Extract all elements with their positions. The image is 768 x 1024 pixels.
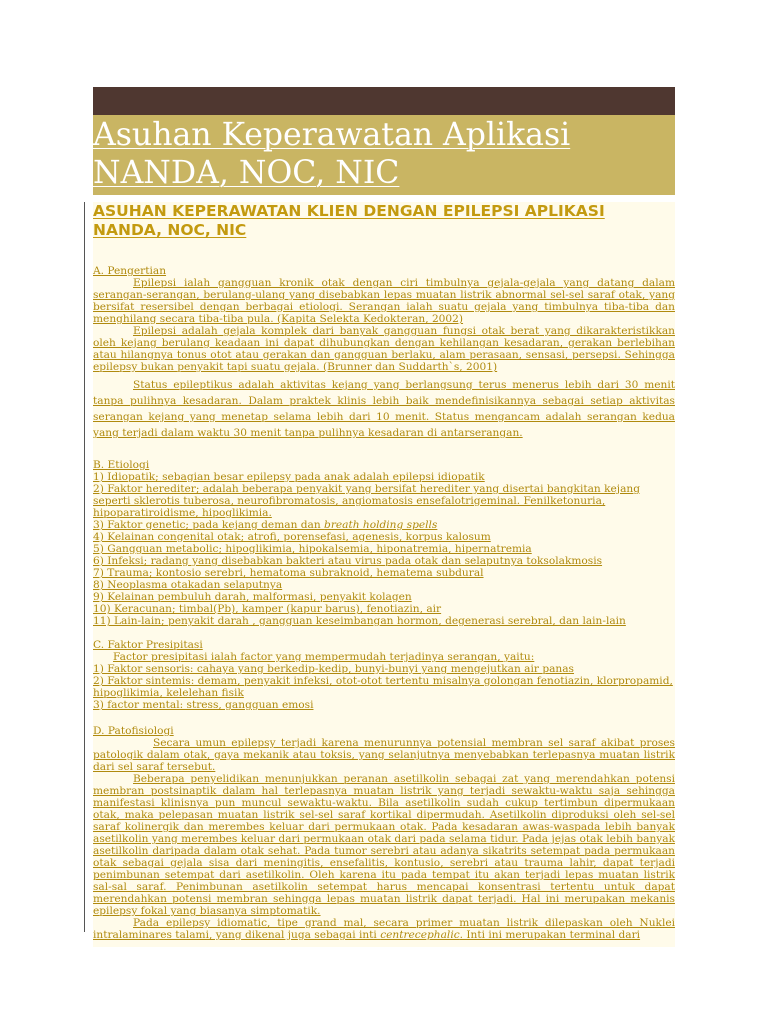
patofisiologi-p3-emphasis: centrecephalic: [380, 929, 460, 941]
etiologi-item[interactable]: 11) Lain-lain; penyakit darah , gangguan keseimbangan hormon, degenerasi serebral, dan lain-lain: [93, 615, 626, 627]
etiologi-item[interactable]: 2) Faktor herediter; adalah beberapa penyakit yang bersifat herediter yang disertai bangkitan kejang seperti sklerotis tuberosa, neurofibromatosis, angiomatosis ensefalotrigeminal. Fenilketonuria, hipoparatiroidisme, hipoglikimia.: [93, 483, 640, 519]
document-page: [93, 87, 675, 947]
section-heading-etiologi[interactable]: B. Etiologi: [93, 459, 150, 471]
pengertian-paragraph-2[interactable]: Epilepsi adalah gejala komplek dari banyak gangguan fungsi otak berat yang dikarakteristikkan oleh kejang berulang keadaan ini dapat dihubungkan dengan kehilangan kesadaran, gerakan berlebihan atau hilangnya tonus otot atau gerakan dan gangguan berlaku, alam perasaan, sensasi, persepsi. Sehingga epilepsy bukan penyakit tapi suatu gejala. (Brunner dan Suddarth`s, 2001): [93, 325, 675, 373]
section-heading-patofisiologi[interactable]: D. Patofisiologi: [93, 725, 174, 737]
etiologi-item[interactable]: 8) Neoplasma otakadan selaputnya: [93, 579, 283, 591]
etiologi-item[interactable]: 4) Kelainan congenital otak; atrofi, porensefasi, agenesis, korpus kalosum: [93, 531, 491, 543]
presipitasi-item[interactable]: 1) Faktor sensoris: cahaya yang berkedip-kedip, bunyi-bunyi yang mengejutkan air panas: [93, 663, 574, 675]
pengertian-paragraph-3[interactable]: Status epileptikus adalah aktivitas kejang yang berlangsung terus menerus lebih dari 30 menit tanpa pulihnya kesadaran. Dalam praktek klinis lebih baik mendefinisikannya sebagai setiap aktivitas serangan kejang yang menetap selama lebih dari 10 menit. Status mengancam adalah serangan kedua yang terjadi dalam waktu 30 menit tanpa pulihnya kesadaran di antarserangan.: [93, 379, 675, 439]
presipitasi-item[interactable]: 3) factor mental: stress, gangguan emosi: [93, 699, 314, 711]
patofisiologi-paragraph-3[interactable]: [93, 917, 675, 941]
etiologi-item-text: 3) Faktor genetic; pada kejang deman dan: [93, 519, 325, 531]
header-dark-band: [93, 87, 675, 115]
etiologi-item[interactable]: 5) Gangguan metabolic; hipoglikimia, hipokalsemia, hiponatremia, hipernatremia: [93, 543, 532, 555]
article-content: [93, 202, 675, 947]
presipitasi-intro[interactable]: Factor presipitasi ialah factor yang mempermudah terjadinya serangan, yaitu:: [113, 651, 535, 663]
article-body: [93, 265, 675, 941]
patofisiologi-p3-end: . Inti ini merupakan terminal dari: [459, 929, 641, 941]
etiologi-item[interactable]: [93, 519, 675, 531]
etiologi-item[interactable]: 9) Kelainan pembuluh darah, malformasi, penyakit kolagen: [93, 591, 412, 603]
patofisiologi-p3-start: Pada epilepsy idiomatic, tipe grand mal, secara primer muatan listrik dilepaskan oleh Nuklei intralaminares talami, yang dikenal juga sebagai inti: [93, 917, 675, 941]
document-title[interactable]: Asuhan Keperawatan Aplikasi NANDA, NOC, NIC: [93, 117, 571, 191]
patofisiologi-paragraph-2[interactable]: Beberapa penyelidikan menunjukkan peranan asetilkolin sebagai zat yang merendahkan potensi membran postsinaptik dalam hal terlepasnya muatan listrik yang terjadi sewaktu-waktu saja sehingga manifestasi klinisnya pun muncul sewaktu-waktu. Bila asetilkolin sudah cukup tertimbun dipermukaan otak, maka pelepasan muatan listrik sel-sel saraf kortikal dipermudah. Asetilkolin diproduksi oleh sel-sel saraf kolinergik dan merembes keluar dari permukaan otak. Pada kesadaran awas-waspada lebih banyak asetilkolin yang merembes keluar dari permukaan otak dari pada selama tidur. Pada jejas otak lebih banyak asetilkolin daripada dalam otak sehat. Pada tumor serebri atau adanya sikatrits setempat pada permukaan otak sebagai gejala sisa dari meningitis, ensefalitis, kontusio, serebri atau trauma lahir, dapat terjadi penimbunan setempat dari asetilkolin. Oleh karena itu pada tempat itu akan terjadi lepas muatan listrik sal-sal saraf. Penimbunan asetilkolin setempat harus mencapai konsentrasi tertentu untuk dapat merendahkan potensi membran sehingga lepas muatan listrik dapat terjadi. Hal ini merupakan mekanis epilepsy fokal yang biasanya simptomatik.: [93, 773, 675, 917]
etiologi-item-emphasis: breath holding spells: [324, 519, 438, 531]
etiologi-item[interactable]: 7) Trauma; kontosio serebri, hematoma subraknoid, hematema subdural: [93, 567, 484, 579]
title-band: [93, 115, 675, 195]
section-heading-pengertian[interactable]: A. Pengertian: [93, 265, 167, 277]
article-subtitle[interactable]: ASUHAN KEPERAWATAN KLIEN DENGAN EPILEPSI APLIKASI NANDA, NOC, NIC: [93, 202, 605, 239]
patofisiologi-paragraph-1[interactable]: Secara umun epilepsy terjadi karena menurunnya potensial membran sel saraf akibat proses patologik dalam otak, gaya mekanik atau toksis, yang selanjutnya menyebabkan terlepasnya muatan listrik dari sel saraf tersebut.: [93, 737, 675, 773]
etiologi-item[interactable]: 1) Idiopatik; sebagian besar epilepsy pada anak adalah epilepsi idiopatik: [93, 471, 485, 483]
etiologi-item[interactable]: 6) Infeksi; radang yang disebabkan bakteri atau virus pada otak dan selaputnya toksolakmosis: [93, 555, 603, 567]
pengertian-paragraph-1[interactable]: Epilepsi ialah gangguan kronik otak dengan ciri timbulnya gejala-gejala yang datang dalam serangan-serangan, berulang-ulang yang disebabkan lepas muatan listrik abnormal sel-sel saraf otak, yang bersifat resersibel dengan berbagai etiologi. Serangan ialah suatu gejala yang timbulnya tiba-tiba dan menghilang secara tiba-tiba pula. (Kapita Selekta Kedokteran, 2002): [93, 277, 675, 325]
etiologi-item[interactable]: 10) Keracunan; timbal(Pb), kamper (kapur barus), fenotiazin, air: [93, 603, 442, 615]
section-heading-presipitasi[interactable]: C. Faktor Presipitasi: [93, 639, 203, 651]
presipitasi-item[interactable]: 2) Faktor sintemis: demam, penyakit infeksi, otot-otot tertentu misalnya golongan fenotiazin, klorpropamid, hipoglikimia, kelelehan fisik: [93, 675, 673, 699]
